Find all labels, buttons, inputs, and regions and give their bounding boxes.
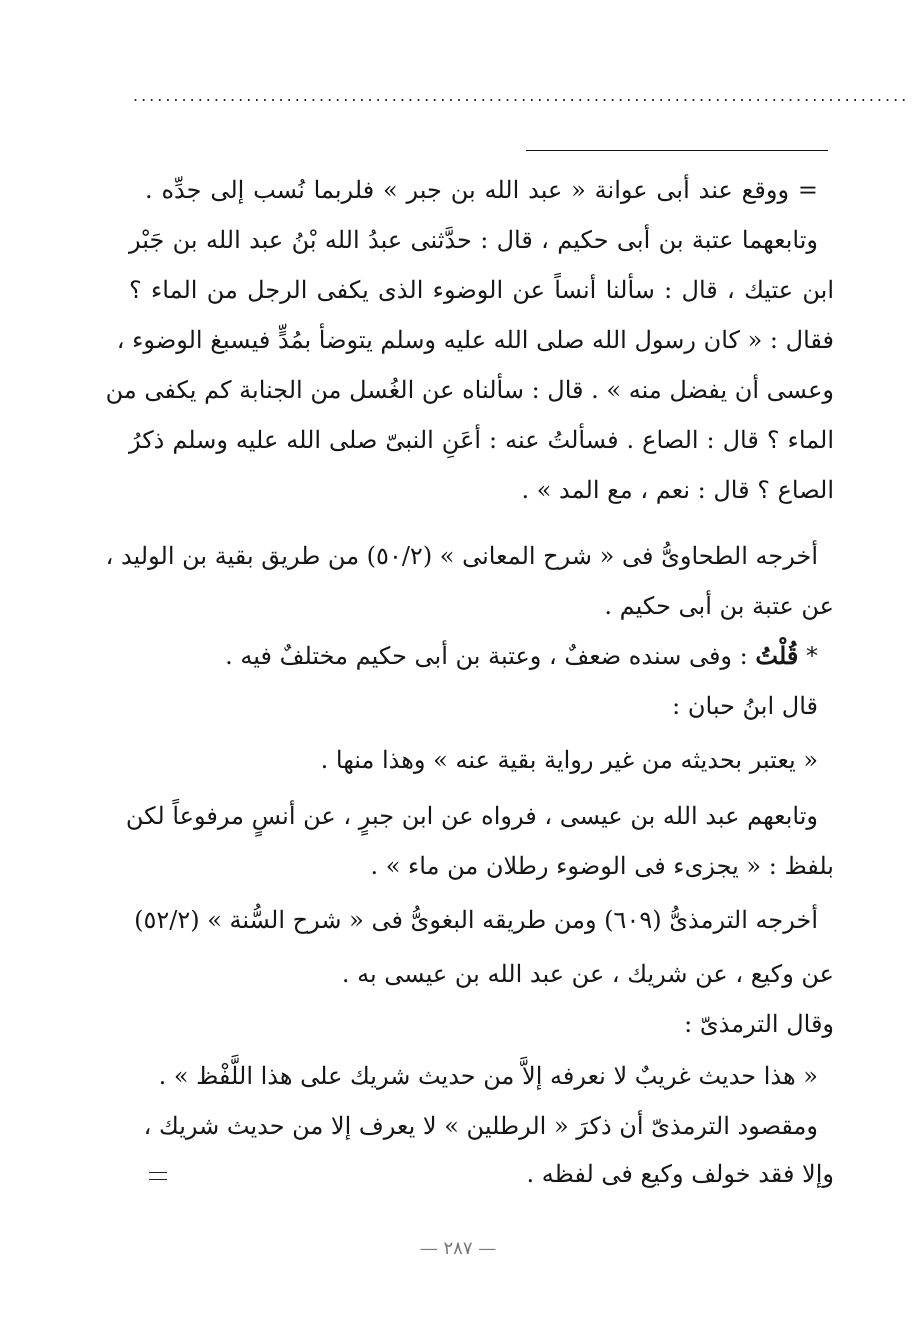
text-line-3: ابن عتيك ، قال : سألنا أنساً عن الوضوء الذى يكفى الرجل من الماء ؟ [129, 276, 834, 304]
text-line-1: = ووقع عند أبى عوانة « عبد الله بن جبر » فلربما نُسب إلى جدِّه . [145, 176, 818, 204]
dotted-leader: ................................................................................................ [133, 86, 910, 105]
text-line-8: أخرجه الطحاوىُّ فى « شرح المعانى » (٥٠/٢) من طريق بقية بن الوليد ، [105, 542, 818, 570]
text-line-7: الصاع ؟ قال : نعم ، مع المد » . [521, 476, 834, 504]
text-line-2: وتابعهما عتبة بن أبى حكيم ، قال : حدَّثنى عبدُ الله بْنُ عبد الله بن جَبْر [129, 226, 818, 254]
text-line-14: بلفظ : « يجزىء فى الوضوء رطلان من ماء » . [370, 852, 834, 880]
text-line-17: وقال الترمذىّ : [684, 1010, 834, 1038]
continuation-mark [149, 1172, 167, 1180]
quote-line-1: « يعتبر بحديثه من غير رواية بقية عنه » وهذا منها . [320, 746, 818, 774]
text-line-11: قال ابنُ حبان : [672, 692, 818, 720]
text-line-20: وإلا فقد خولف وكيع فى لفظه . [526, 1160, 834, 1188]
qultu-text: : وفى سنده ضعفٌ ، وعتبة بن أبى حكيم مختلفٌ فيه . [225, 642, 748, 670]
page-number: — ٢٨٧ — [419, 1238, 497, 1259]
quote-line-2: « هذا حديث غريبٌ لا نعرفه إلاَّ من حديث شريك على هذا اللَّفْظ » . [158, 1062, 818, 1090]
text-line-5: وعسى أن يفضل منه » . قال : سألناه عن الغُسل من الجنابة كم يكفى من [105, 376, 834, 404]
qultu-label: قُلْتُ [755, 641, 799, 670]
text-line-9: عن عتبة بن أبى حكيم . [604, 592, 834, 620]
text-line-19: ومقصود الترمذىّ أن ذكرَ « الرطلين » لا يعرف إلا من حديث شريك ، [143, 1112, 818, 1140]
footnote-rule [526, 150, 828, 151]
text-line-4: فقال : « كان رسول الله صلى الله عليه وسلم يتوضأ بمُدٍّ فيسبغ الوضوء ، [116, 326, 834, 354]
text-line-6: الماء ؟ قال : الصاع . فسألتُ عنه : أعَنِ النبىّ صلى الله عليه وسلم ذكرُ [129, 426, 834, 454]
qultu-line [225, 640, 818, 672]
text-line-15: أخرجه الترمذىُّ (٦٠٩) ومن طريقه البغوىُّ فى « شرح السُّنة » (٥٢/٢) [134, 906, 818, 934]
asterisk-marker: * [806, 642, 818, 670]
text-line-13: وتابعهم عبد الله بن عيسى ، فرواه عن ابن جبرٍ ، عن أنسٍ مرفوعاً لكن [125, 802, 818, 830]
text-line-16: عن وكيع ، عن شريك ، عن عبد الله بن عيسى به . [341, 960, 834, 988]
